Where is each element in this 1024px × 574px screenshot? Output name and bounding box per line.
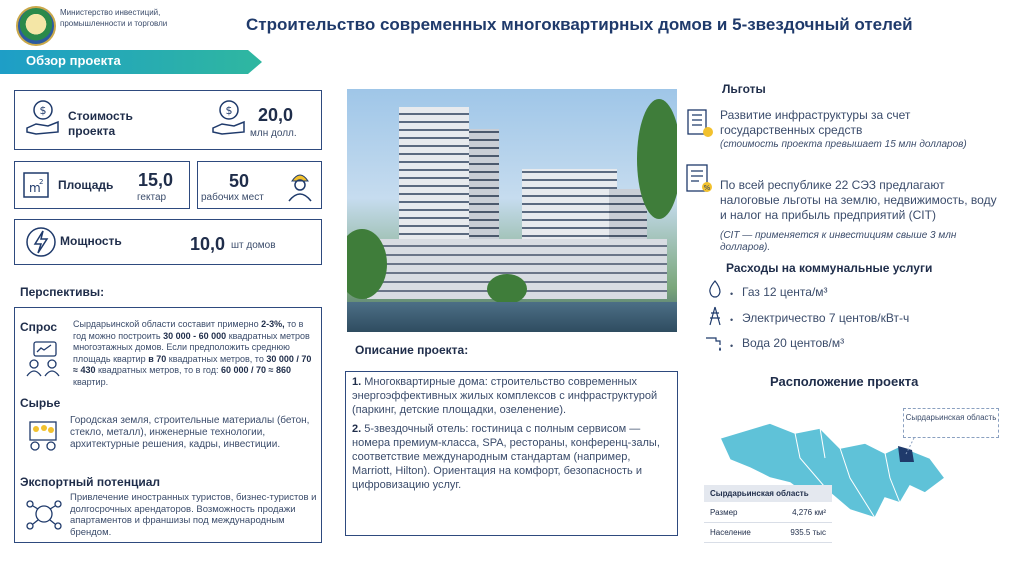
description-box (345, 371, 678, 536)
worker-icon (284, 167, 316, 203)
demand-icon (24, 338, 64, 378)
ministry-logo (16, 6, 56, 46)
svg-text:%: % (703, 184, 711, 192)
utility-electricity: Электричество 7 центов/кВт-ч (742, 311, 910, 325)
jobs-value: 50 (229, 171, 250, 191)
export-title: Экспортный потенциал (20, 475, 161, 489)
region-stats-table (704, 485, 832, 543)
description-item-2: 2. 5-звездочный отель: гостиница с полным сервисом — номера премиум-класса, SPA, рестораны, конференц-залы, соответствие международным стандартам (например, Marriott, Hilton). Ориентация на комфорт, безопасность и цифровизацию услуг. (352, 423, 660, 491)
benefit-1-note: (стоимость проекта превышает 15 млн долларов) (720, 139, 967, 150)
area-label: Площадь (58, 178, 114, 192)
bullet: • (730, 315, 734, 325)
power-tower-icon (706, 305, 724, 327)
export-text: Привлечение иностранных туристов, бизнес-туристов и долгосрочных арендаторов. Возможность продажи апартаментов и франшизы под международным брендом. (70, 492, 317, 538)
cost-label: Стоимость проекта (68, 109, 133, 138)
infrastructure-icon (682, 106, 714, 140)
region-callout: Сырдарьинская область (903, 408, 999, 438)
water-tap-icon (704, 332, 726, 352)
tax-document-icon (682, 162, 714, 196)
project-rendering-image (347, 89, 677, 332)
benefit-2-text: По всей республике 22 СЭЗ предлагают налоговые льготы на землю, недвижимость, воду и налог на прибыль предприятий (CIT) (720, 178, 997, 222)
utility-gas: Газ 12 цента/м³ (742, 285, 828, 299)
description-item-1: 1. Многоквартирные дома: строительство современных энергоэффективных жилых комплексов с инфраструктурой (паркинг, детские площадки, озеленение). (352, 376, 658, 416)
raw-text: Городская земля, строительные материалы (бетон, стекло, металл), инженерные технологии, архитектурные решения, кадры, инвестиции. (70, 415, 310, 450)
ministry-name: Министерство инвестиций, промышленности и торговли (60, 8, 168, 28)
location-title: Расположение проекта (770, 374, 919, 389)
power-label: Мощность (60, 234, 122, 248)
bullet: • (730, 289, 734, 299)
size-value: 4,276 км² (792, 508, 826, 517)
population-label: Население (710, 528, 751, 537)
perspectives-title: Перспективы: (20, 285, 105, 299)
population-value: 935.5 тыс (790, 528, 826, 537)
page-title: Строительство современных многоквартирных домов и 5-звездочный отелей (246, 15, 913, 34)
benefit-1-text: Развитие инфраструктуры за счет государственных средств (720, 108, 911, 137)
cost-unit: млн долл. (250, 128, 297, 139)
area-value: 15,0 (138, 170, 174, 190)
svg-text:m: m (29, 181, 41, 195)
bullet: • (730, 341, 734, 351)
utility-water: Вода 20 центов/м³ (742, 336, 845, 350)
demand-text: Сырдарьинской области составит примерно 2-3%, то в год можно построить 30 000 - 60 000 квадратных метров многоэтажных домов. Если предположить среднюю площадь квартир в 70 квадратных метров, то 30 000 / 70 ≈ 430 квадратных метров, то в год: 60 000 / 70 ≈ 860 квартир. (73, 319, 312, 387)
table-row (704, 523, 832, 543)
lightning-icon (24, 225, 58, 259)
utilities-title: Расходы на коммунальные услуги (726, 261, 933, 275)
globe-network-icon (24, 496, 64, 534)
svg-text:$: $ (39, 104, 47, 117)
overview-banner-label: Обзор проекта (26, 53, 121, 68)
table-row (704, 503, 832, 523)
power-value: 10,0 (190, 234, 226, 254)
svg-text:2: 2 (39, 178, 44, 186)
money-hand-icon (24, 98, 62, 138)
stats-header: Сырдарьинская область (704, 485, 832, 503)
area-icon (20, 167, 52, 203)
raw-title: Сырье (20, 396, 61, 410)
money-hand-icon (210, 98, 248, 138)
demand-title: Спрос (20, 320, 58, 334)
jobs-unit: рабочих мест (201, 192, 264, 203)
benefit-2-note: (CIT — применяется к инвестициям свыше 3 млн долларов). (720, 230, 957, 253)
raw-materials-icon (24, 414, 64, 454)
svg-text:$: $ (225, 104, 233, 117)
area-unit: гектар (137, 192, 167, 203)
size-label: Размер (710, 508, 738, 517)
description-title: Описание проекта: (355, 343, 469, 357)
cost-value: 20,0 (258, 105, 294, 125)
benefits-title: Льготы (722, 82, 766, 96)
power-unit: шт домов (231, 240, 276, 251)
gas-flame-icon (706, 279, 724, 299)
